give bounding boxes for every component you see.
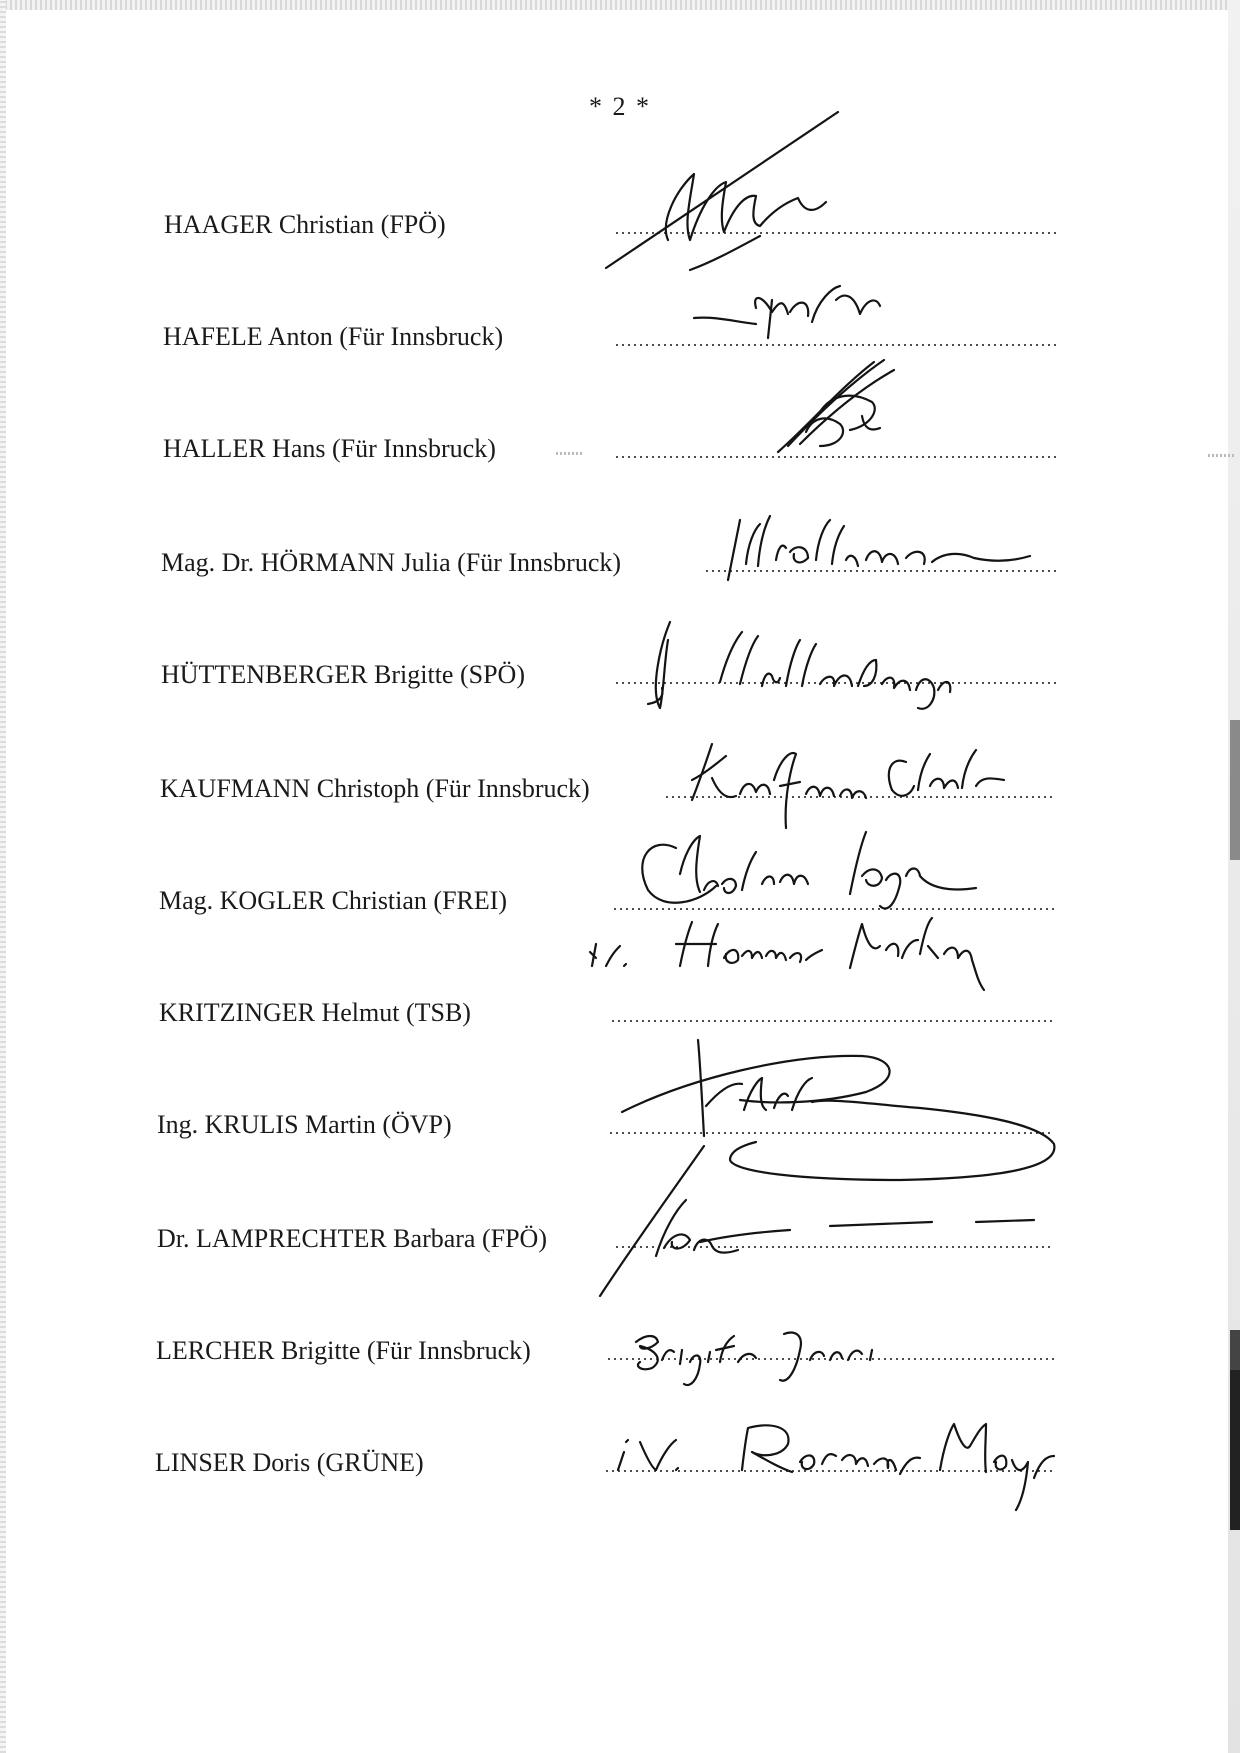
- signatory-row: [0, 630, 1240, 690]
- signature-line: [614, 682, 1058, 684]
- signatory-name: Mag. Dr. HÖRMANN Julia (Für Innsbruck): [161, 548, 622, 577]
- signatory-row: [0, 1080, 1240, 1140]
- signature-line: [608, 1132, 1054, 1134]
- signature-line: [604, 1470, 1054, 1472]
- signatory-name: HALLER Hans (Für Innsbruck): [163, 434, 496, 463]
- signatory-name: Mag. KOGLER Christian (FREI): [159, 886, 508, 915]
- signatory-row: [0, 1418, 1240, 1478]
- signature-line: [612, 908, 1056, 910]
- scan-edge-top: [0, 0, 1240, 10]
- signatory-row: [0, 744, 1240, 804]
- signatory-name: Ing. KRULIS Martin (ÖVP): [157, 1110, 452, 1139]
- signatory-name: KAUFMANN Christoph (Für Innsbruck): [160, 774, 590, 803]
- signatory-name: HÜTTENBERGER Brigitte (SPÖ): [161, 660, 525, 689]
- signature-line: [614, 344, 1060, 346]
- signatory-row: [0, 856, 1240, 916]
- signatory-name: KRITZINGER Helmut (TSB): [159, 998, 471, 1027]
- page-number: * 2 *: [589, 92, 651, 121]
- signatory-name: HAAGER Christian (FPÖ): [164, 210, 446, 239]
- scan-speck: [1208, 454, 1234, 457]
- signatory-row: [0, 968, 1240, 1028]
- signatory-row: [0, 518, 1240, 578]
- signatory-row: [0, 1306, 1240, 1366]
- signatory-row: [0, 180, 1240, 240]
- signatory-name: HAFELE Anton (Für Innsbruck): [163, 322, 504, 351]
- signatory-row: [0, 292, 1240, 352]
- signature-line: [610, 1020, 1056, 1022]
- signature-line: [614, 456, 1060, 458]
- signature-line: [614, 1246, 1052, 1248]
- signatory-name: LINSER Doris (GRÜNE): [155, 1448, 424, 1477]
- signature-line: [614, 232, 1060, 234]
- signature-line: [704, 570, 1056, 572]
- signature-line: [606, 1358, 1054, 1360]
- signatory-name: LERCHER Brigitte (Für Innsbruck): [156, 1336, 531, 1365]
- signatory-row: [0, 404, 1240, 464]
- scan-speck: [556, 452, 582, 455]
- signatory-name: Dr. LAMPRECHTER Barbara (FPÖ): [157, 1224, 547, 1253]
- signature-line: [664, 796, 1056, 798]
- signatory-row: [0, 1194, 1240, 1254]
